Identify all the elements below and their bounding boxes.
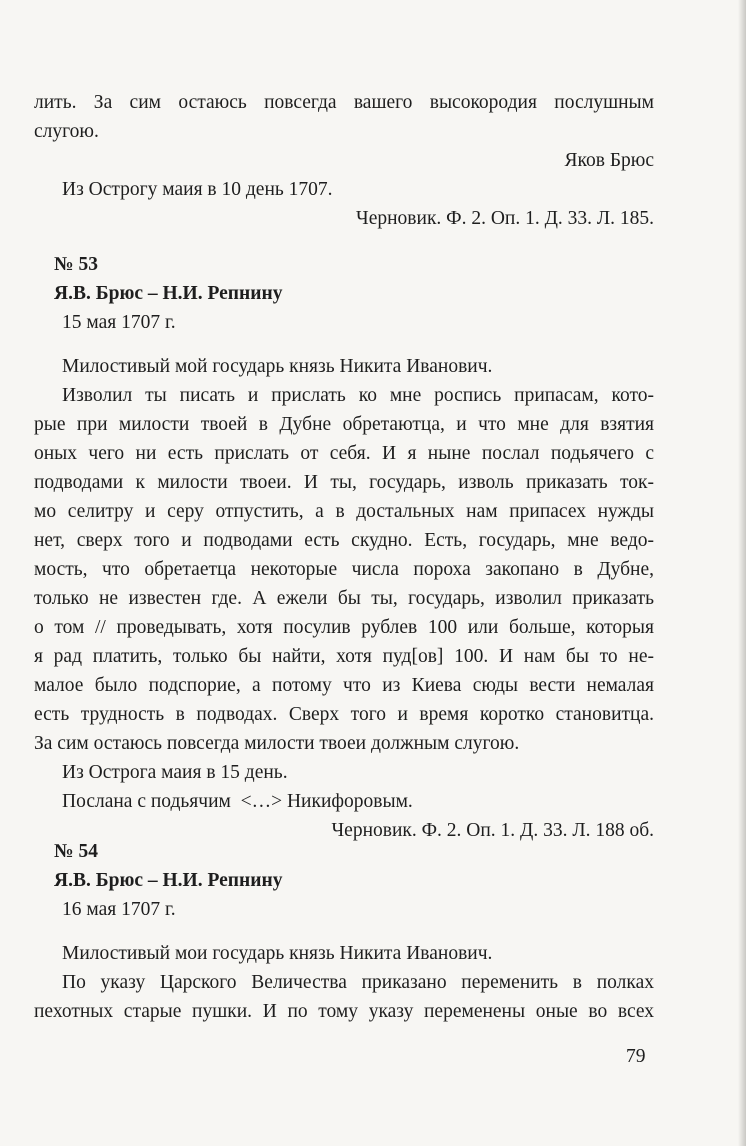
sent-note: Послана с подьячим <…> Никифоровым. bbox=[62, 791, 413, 812]
document-number: № 53 bbox=[54, 254, 98, 275]
document-54-body bbox=[34, 939, 654, 1026]
text-line: есть трудность в подводах. Сверх того и время коротко становитца. bbox=[34, 704, 654, 725]
document-date: 15 мая 1707 г. bbox=[62, 312, 176, 333]
text-line: слугою. bbox=[34, 121, 99, 142]
text-line: По указу Царского Величества приказано переменить в полках bbox=[62, 972, 654, 993]
text-line: мость, что обретаетца некоторые числа пороха закопано в Дубне, bbox=[34, 559, 654, 580]
place-date: Из Острогу маия в 10 день 1707. bbox=[62, 179, 333, 200]
text-line: оных чего ни есть прислать от себя. И я ныне послал подьячего с bbox=[34, 443, 654, 464]
previous-letter-ending bbox=[34, 88, 654, 233]
document-54-header bbox=[34, 837, 654, 924]
text-line: только не известен где. А ежели бы ты, государь, изволил приказать bbox=[34, 588, 654, 609]
document-53-header bbox=[34, 250, 654, 337]
page-number: 79 bbox=[626, 1046, 646, 1067]
text-line: малое было подспорие, а потому что из Киева сюды вести немалая bbox=[34, 675, 654, 696]
place-date: Из Острога маия в 15 день. bbox=[62, 762, 288, 783]
text-line: За сим остаюсь повсегда милости твоеи должным слугою. bbox=[34, 733, 520, 754]
text-line: Изволил ты писать и прислать ко мне роспись припасам, кото- bbox=[62, 385, 654, 406]
document-53-body bbox=[34, 352, 654, 845]
page-edge-shadow bbox=[738, 0, 746, 1146]
salutation: Милостивый мой государь князь Никита Иванович. bbox=[62, 356, 493, 377]
document-title: Я.В. Брюс – Н.И. Репнину bbox=[54, 870, 283, 891]
document-date: 16 мая 1707 г. bbox=[62, 899, 176, 920]
signature: Яков Брюс bbox=[564, 150, 654, 171]
text-line: лить. За сим остаюсь повсегда вашего высокородия послушным bbox=[34, 92, 654, 113]
text-line: пехотных старые пушки. И по тому указу переменены оные во всех bbox=[34, 1001, 654, 1022]
text-line: рые при милости твоей в Дубне обретаютца, и что мне для взятия bbox=[34, 414, 654, 435]
salutation: Милостивый мои государь князь Никита Иванович. bbox=[62, 943, 493, 964]
text-line: мо селитру и серу отпустить, а в достальных нам припасех нужды bbox=[34, 501, 654, 522]
document-number: № 54 bbox=[54, 841, 98, 862]
archive-source: Черновик. Ф. 2. Оп. 1. Д. 33. Л. 185. bbox=[356, 208, 654, 229]
document-title: Я.В. Брюс – Н.И. Репнину bbox=[54, 283, 283, 304]
text-line: о том // проведывать, хотя посулив рублев 100 или больше, которыя bbox=[34, 617, 654, 638]
text-line: я рад платить, только бы найти, хотя пуд[ов] 100. И нам бы то не- bbox=[34, 646, 654, 667]
archive-source: Черновик. Ф. 2. Оп. 1. Д. 33. Л. 188 об. bbox=[331, 820, 654, 841]
text-line: нет, сверх того и подводами есть скудно. Есть, государь, мне ведо- bbox=[34, 530, 654, 551]
text-line: подводами к милости твоеи. И ты, государь, изволь приказать ток- bbox=[34, 472, 654, 493]
